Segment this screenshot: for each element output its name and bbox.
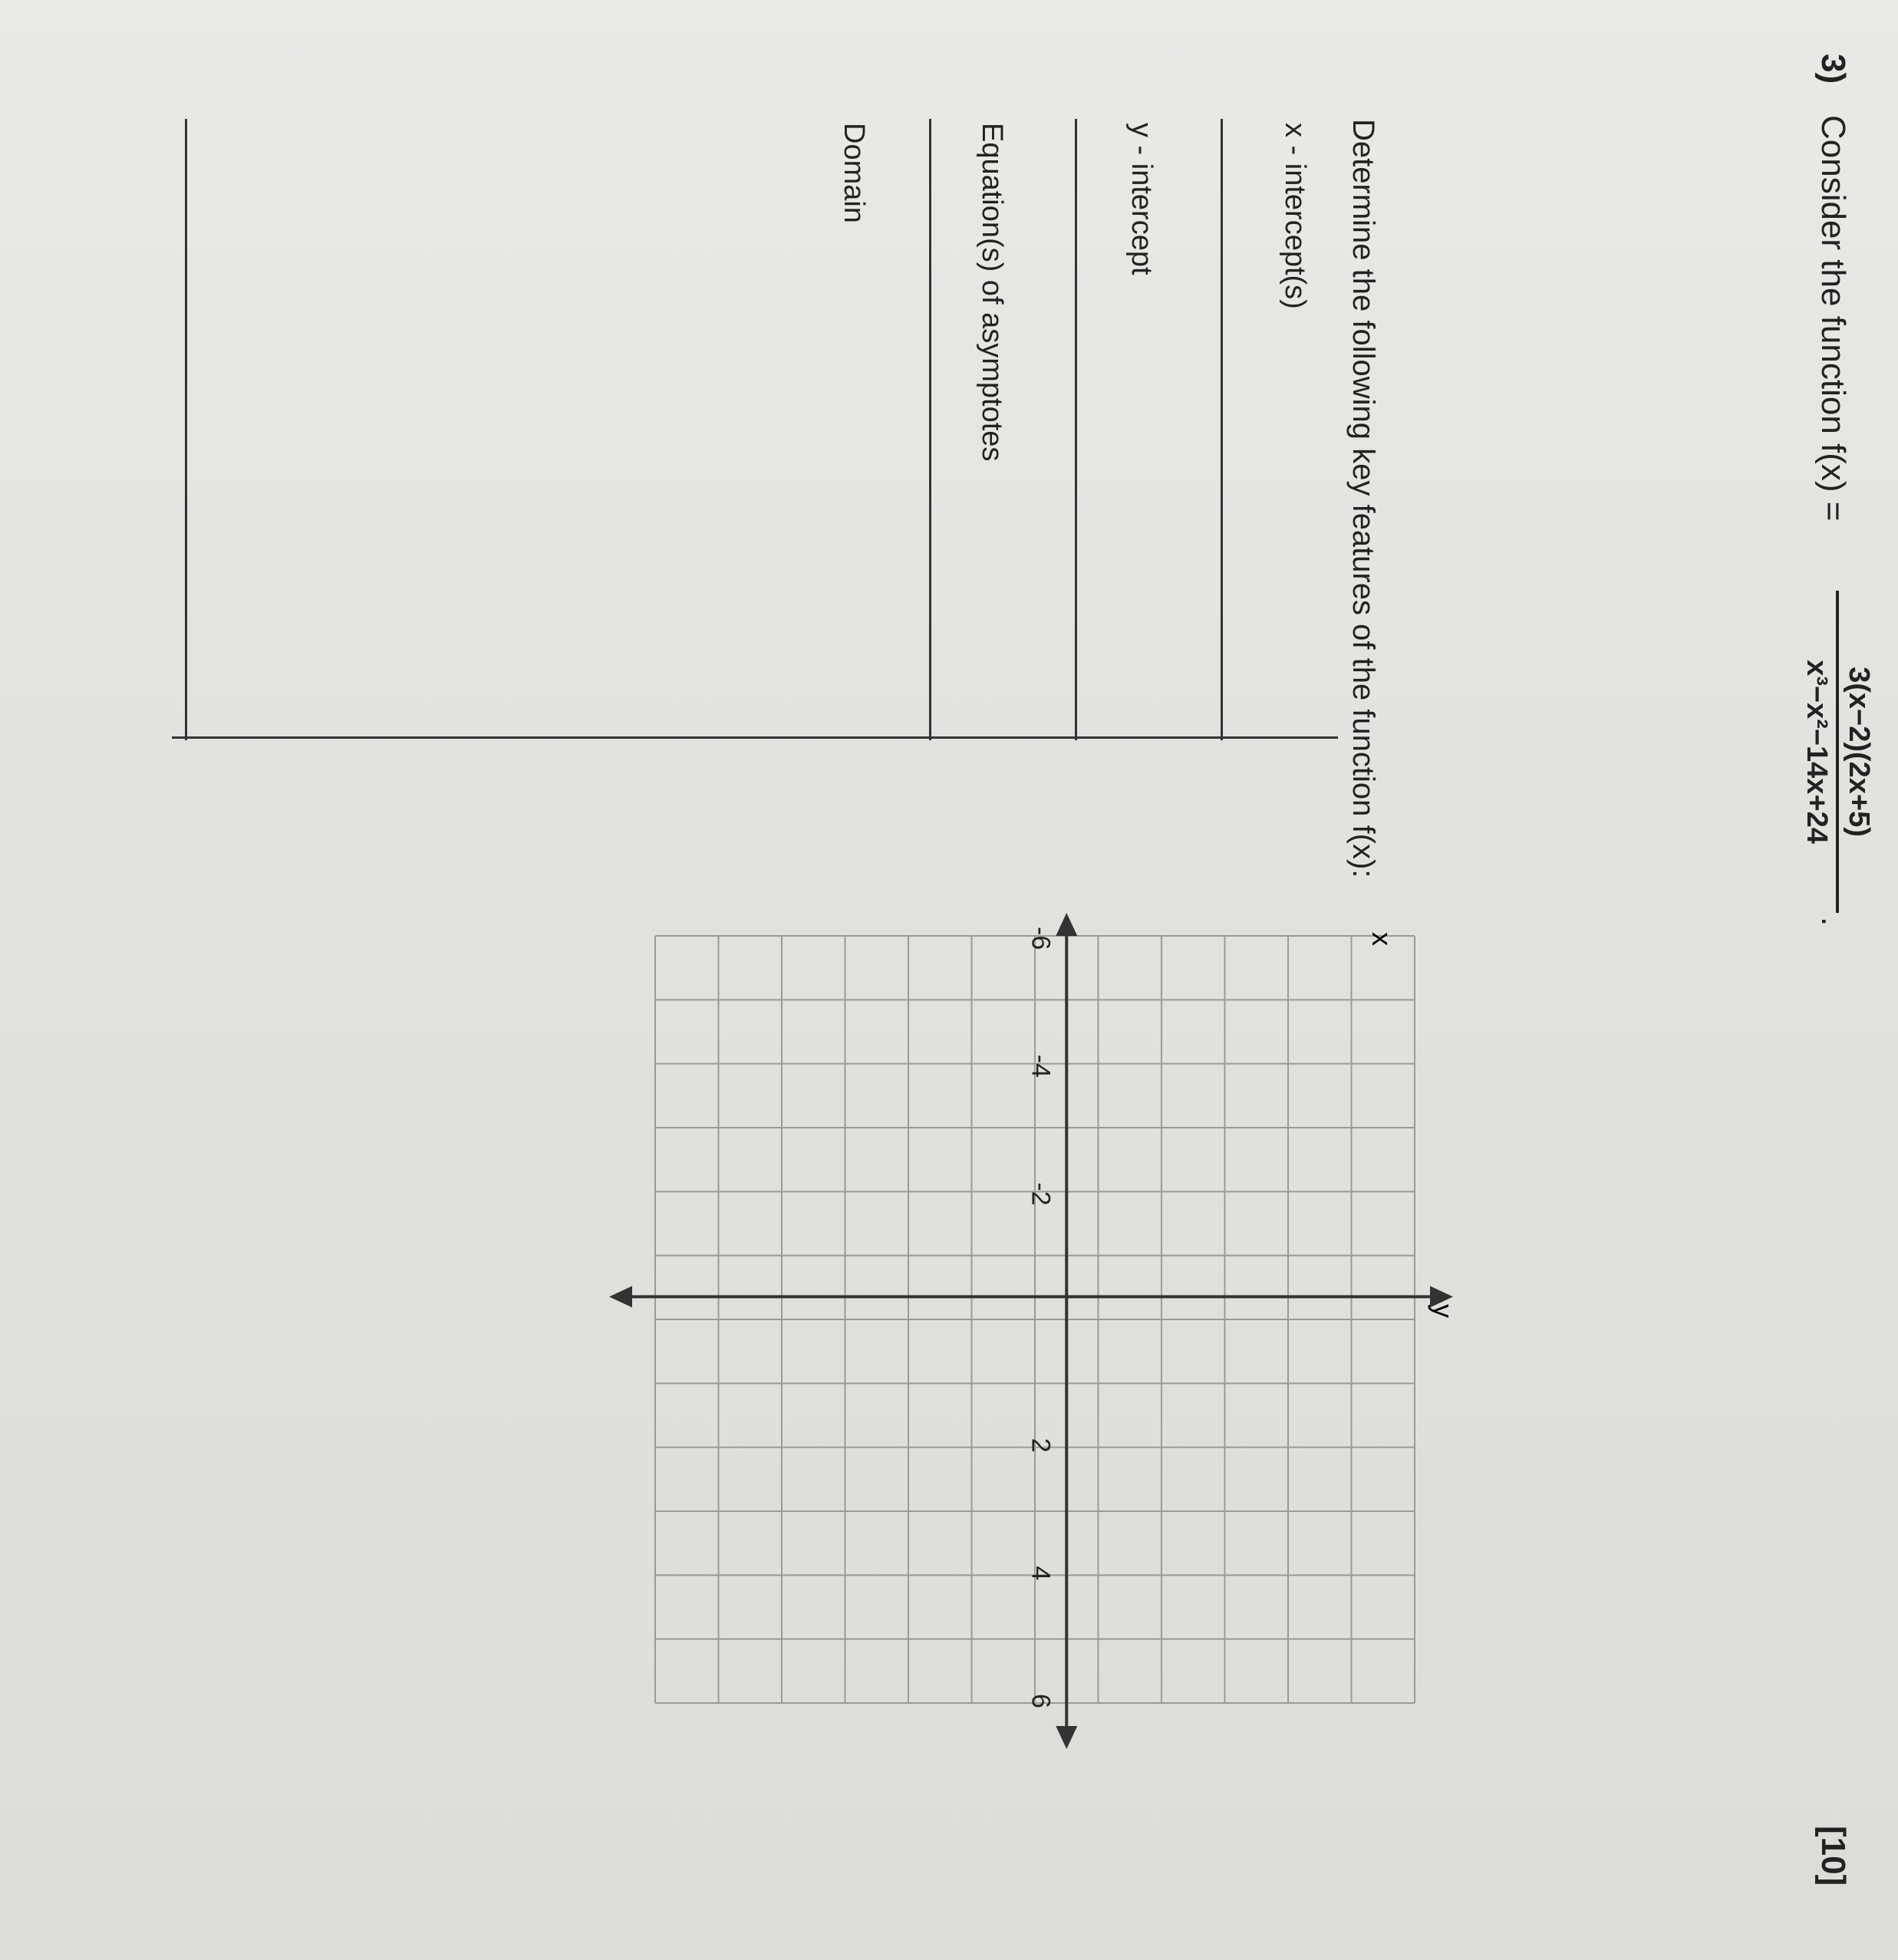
x-tick-label: 2 — [1026, 1438, 1056, 1453]
x-axis-arrow-left — [1056, 913, 1077, 936]
instruction-text: Determine the following key features of the function f(x): — [1346, 119, 1380, 878]
row-divider — [1075, 119, 1077, 740]
x-tick-label: -4 — [1026, 1054, 1056, 1078]
table-right-border — [172, 736, 1338, 739]
x-axis-label: x — [1366, 932, 1398, 946]
problem-points: [10] — [1814, 1826, 1852, 1886]
y-axis-arrow-down — [609, 1286, 632, 1307]
function-fraction — [1800, 591, 1875, 913]
problem-intro-text: Consider the function f(x) = — [1814, 115, 1852, 522]
row-divider — [1221, 119, 1223, 740]
fraction-numerator: 3(x−2)(2x+5) — [1836, 591, 1875, 913]
axes — [609, 913, 1453, 1749]
grid-lines — [655, 936, 1415, 1703]
sentence-period: . — [1814, 917, 1852, 927]
tick-labels — [1026, 927, 1055, 1708]
row-divider — [929, 119, 931, 740]
feature-label-domain: Domain — [838, 123, 870, 223]
feature-label-asymptotes: Equation(s) of asymptotes — [976, 123, 1008, 462]
problem-number: 3) — [1814, 54, 1852, 84]
fraction-denominator: x³−x²−14x+24 — [1801, 660, 1833, 844]
x-tick-label: 4 — [1026, 1566, 1056, 1581]
feature-label-x-intercepts: x - intercept(s) — [1279, 123, 1311, 309]
feature-label-y-intercept: y - intercept — [1125, 123, 1158, 275]
x-tick-label: -6 — [1026, 927, 1056, 950]
features-table — [180, 123, 1330, 736]
y-axis-label: y — [1428, 1304, 1459, 1318]
x-tick-label: -2 — [1026, 1182, 1056, 1206]
table-bottom-line — [185, 119, 187, 740]
coordinate-grid[interactable] — [609, 905, 1468, 1856]
x-axis-arrow-right — [1056, 1726, 1077, 1749]
x-tick-label: 6 — [1026, 1694, 1056, 1708]
